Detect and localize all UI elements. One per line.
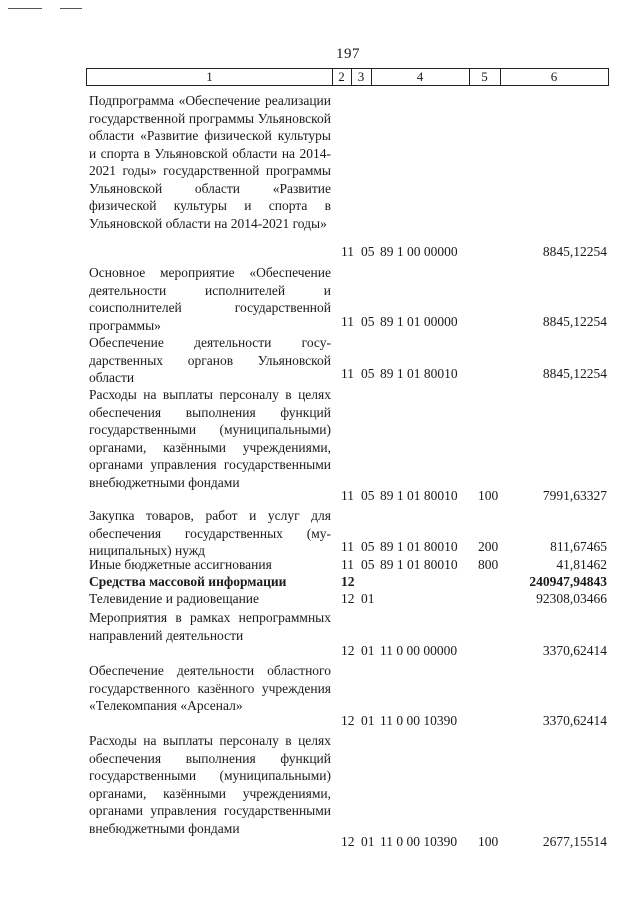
row-description: Расходы на выплаты персоналу в целях обеспечения выполнения функций государственными (муниципальными) органами, казёнными учреждениями, органами управления государственными внебюджетными фондами bbox=[89, 387, 331, 490]
row-section: 11 bbox=[341, 244, 354, 259]
row-subsection: 01 bbox=[361, 643, 375, 658]
row-subsection: 05 bbox=[361, 244, 375, 259]
row-section: 12 bbox=[341, 574, 355, 589]
row-subsection: 01 bbox=[361, 834, 375, 849]
row-description: Закупка товаров, работ и услуг для обеспечения государственных (муниципальных) нужд bbox=[89, 508, 331, 558]
row-description: Обеспечение деятельности областного государственного казённого учреждения «Телекомпания «Арсенал» bbox=[89, 663, 331, 713]
row-amount: 3370,62414 bbox=[542, 643, 607, 658]
row-subsection: 05 bbox=[361, 488, 375, 503]
row-subsection: 05 bbox=[361, 557, 375, 572]
row-amount: 92308,03466 bbox=[536, 591, 607, 606]
scan-mark bbox=[60, 8, 82, 9]
row-amount: 8845,12254 bbox=[542, 314, 607, 329]
column-header-1: 1 bbox=[86, 68, 333, 86]
row-section: 12 bbox=[341, 591, 355, 606]
row-target-code: 11 0 00 10390 bbox=[380, 834, 458, 849]
column-header-4: 4 bbox=[371, 68, 470, 86]
row-description: Иные бюджетные ассигнования bbox=[89, 557, 272, 572]
row-subsection: 05 bbox=[361, 539, 375, 554]
row-subsection: 05 bbox=[361, 366, 375, 381]
row-description: Обеспечение деятельности государственных органов Ульяновской области bbox=[89, 335, 331, 385]
row-amount: 240947,94843 bbox=[529, 574, 607, 589]
row-amount: 7991,63327 bbox=[542, 488, 607, 503]
row-amount: 8845,12254 bbox=[542, 366, 607, 381]
column-header-5: 5 bbox=[469, 68, 501, 86]
row-description: Подпрограмма «Обеспечение реализации государственной программы Ульяновской области «Развитие физической культуры и спорта в Ульяновской области на 2014-2021 годы» государственной программы Ульяновской области «Развитие физической культуры и спорта в Ульяновской области на 2014-2021 годы» bbox=[89, 93, 331, 231]
column-header-2: 2 bbox=[332, 68, 352, 86]
row-description: Основное мероприятие «Обеспечение деятельности исполнителей и соисполнителей государственной программы» bbox=[89, 265, 331, 333]
row-subsection: 01 bbox=[361, 713, 375, 728]
row-description: Телевидение и радиовещание bbox=[89, 591, 260, 606]
row-amount: 2677,15514 bbox=[542, 834, 607, 849]
row-description: Мероприятия в рамках непрограммных направлений деятельности bbox=[89, 610, 331, 643]
row-section: 11 bbox=[341, 557, 354, 572]
row-target-code: 89 1 01 00000 bbox=[380, 314, 458, 329]
row-section: 11 bbox=[341, 488, 354, 503]
row-section: 12 bbox=[341, 713, 355, 728]
row-amount: 811,67465 bbox=[550, 539, 607, 554]
row-description: Средства массовой информации bbox=[89, 574, 287, 589]
row-expense-type: 800 bbox=[478, 557, 499, 572]
row-target-code: 89 1 00 00000 bbox=[380, 244, 458, 259]
row-target-code: 89 1 01 80010 bbox=[380, 488, 458, 503]
page-number: 197 bbox=[336, 46, 360, 62]
row-section: 11 bbox=[341, 539, 354, 554]
row-expense-type: 100 bbox=[478, 834, 499, 849]
scan-mark bbox=[8, 8, 42, 9]
row-section: 12 bbox=[341, 643, 355, 658]
row-amount: 8845,12254 bbox=[542, 244, 607, 259]
row-target-code: 11 0 00 00000 bbox=[380, 643, 458, 658]
row-target-code: 89 1 01 80010 bbox=[380, 539, 458, 554]
row-section: 11 bbox=[341, 314, 354, 329]
row-subsection: 01 bbox=[361, 591, 375, 606]
row-amount: 41,81462 bbox=[556, 557, 607, 572]
row-expense-type: 100 bbox=[478, 488, 499, 503]
row-expense-type: 200 bbox=[478, 539, 499, 554]
row-target-code: 11 0 00 10390 bbox=[380, 713, 458, 728]
row-section: 11 bbox=[341, 366, 354, 381]
row-description: Расходы на выплаты персоналу в целях обеспечения выполнения функций государственными (муниципальными) органами, казёнными учреждениями, органами управления государственными внебюджетными фондами bbox=[89, 733, 331, 836]
row-amount: 3370,62414 bbox=[542, 713, 607, 728]
column-header-6: 6 bbox=[500, 68, 609, 86]
row-target-code: 89 1 01 80010 bbox=[380, 366, 458, 381]
column-header-3: 3 bbox=[351, 68, 372, 86]
row-target-code: 89 1 01 80010 bbox=[380, 557, 458, 572]
row-section: 12 bbox=[341, 834, 355, 849]
row-subsection: 05 bbox=[361, 314, 375, 329]
